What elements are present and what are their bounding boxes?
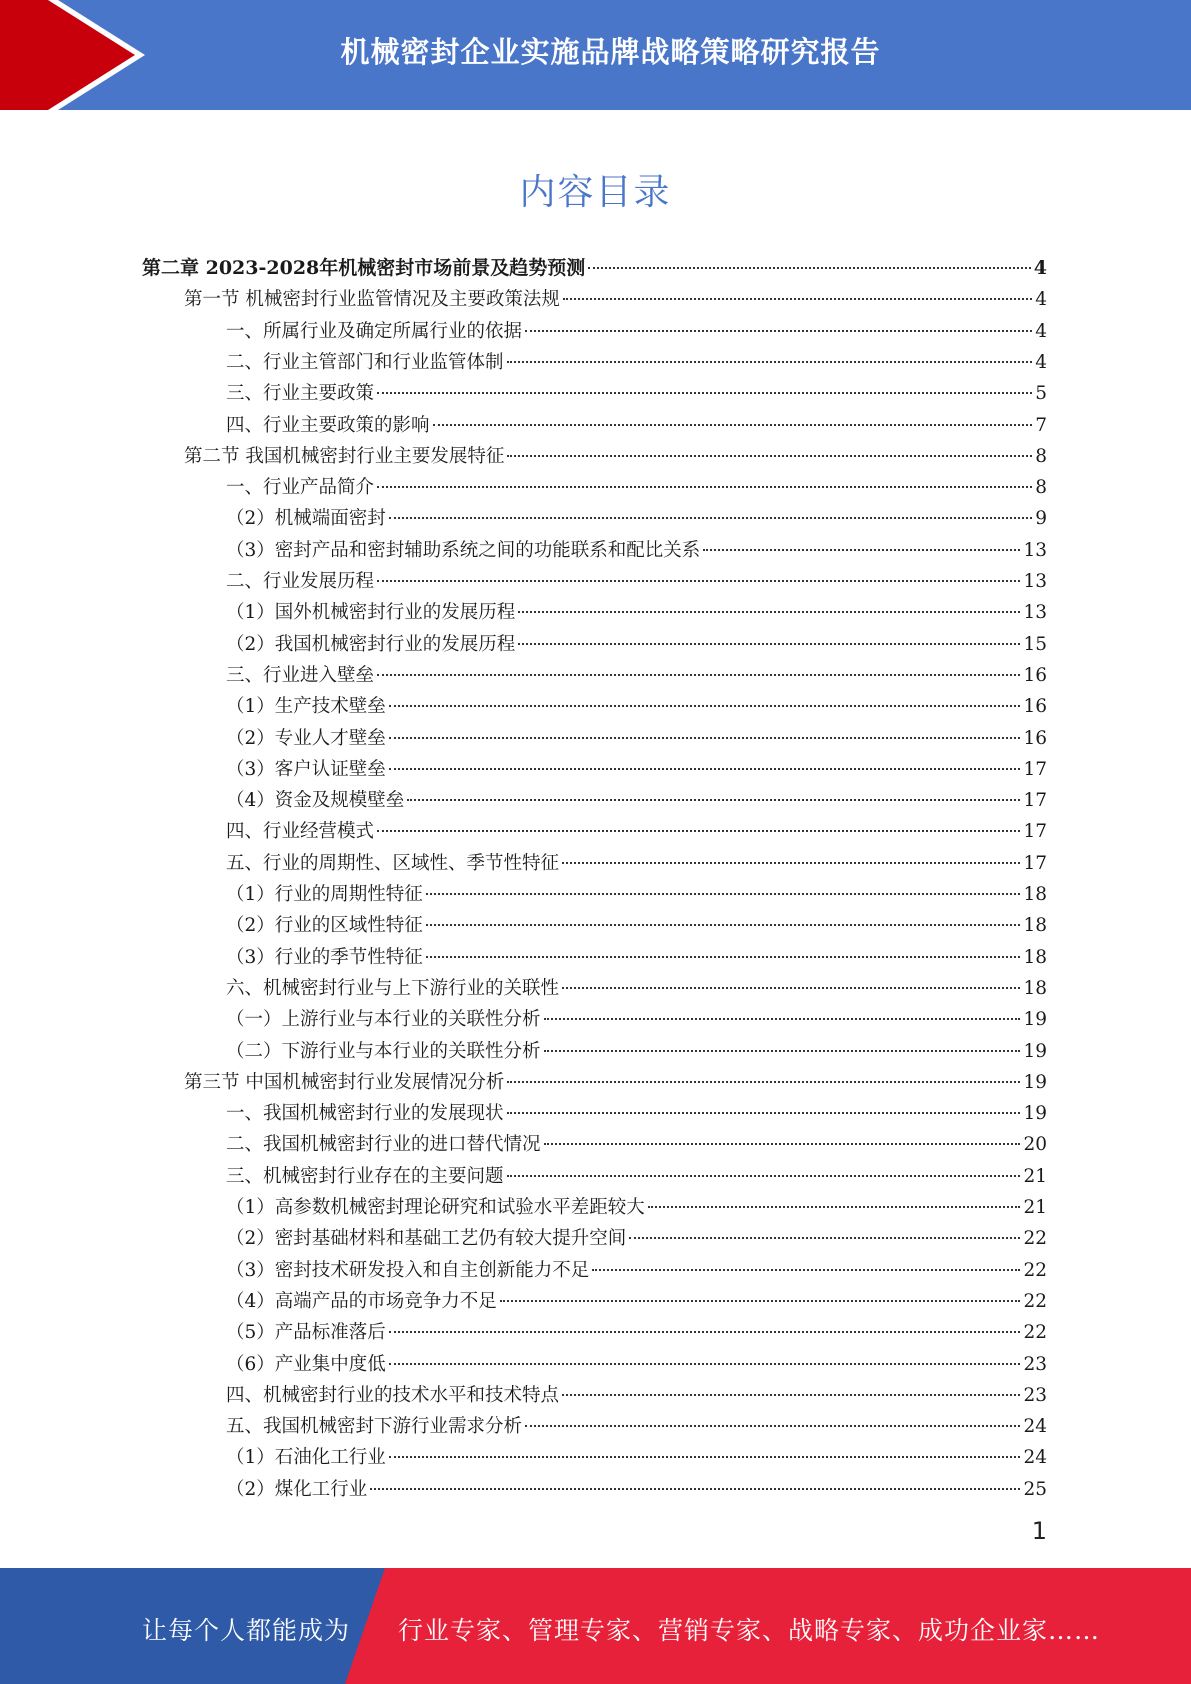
toc-entry-page: 19 bbox=[1023, 1071, 1047, 1093]
toc-leader-dots bbox=[389, 517, 1032, 519]
toc-entry-page: 9 bbox=[1035, 508, 1047, 530]
toc-entry-label: （1）生产技术壁垒 bbox=[226, 696, 386, 718]
toc-entry-label: （4）高端产品的市场竞争力不足 bbox=[226, 1290, 497, 1312]
toc-entry[interactable] bbox=[226, 1349, 1047, 1380]
toc-entry-label: （5）产品标准落后 bbox=[226, 1322, 386, 1344]
toc-entry[interactable] bbox=[226, 1192, 1047, 1223]
toc-entry-label: 四、行业主要政策的影响 bbox=[226, 414, 430, 436]
toc-entry-page: 4 bbox=[1035, 289, 1047, 311]
toc-entry-page: 22 bbox=[1023, 1259, 1047, 1281]
toc-entry-page: 22 bbox=[1023, 1228, 1047, 1250]
toc-leader-dots bbox=[433, 424, 1033, 426]
toc-entry-label: 五、行业的周期性、区域性、季节性特征 bbox=[226, 852, 560, 874]
toc-leader-dots bbox=[389, 1331, 1021, 1333]
toc-heading: 内容目录 bbox=[519, 172, 672, 213]
toc-entry-label: 一、我国机械密封行业的发展现状 bbox=[226, 1103, 504, 1125]
toc-entry-label: （1）行业的周期性特征 bbox=[226, 884, 423, 905]
toc-entry-label: （2）机械端面密封 bbox=[226, 508, 386, 530]
toc-entry-page: 18 bbox=[1023, 915, 1047, 937]
toc-entry[interactable] bbox=[226, 754, 1047, 785]
toc-entry-page: 20 bbox=[1023, 1134, 1047, 1156]
toc-entry[interactable] bbox=[226, 1036, 1047, 1067]
toc-entry-page: 17 bbox=[1023, 821, 1047, 843]
toc-entry-label: （3）密封技术研发投入和自主创新能力不足 bbox=[226, 1259, 590, 1281]
toc-leader-dots bbox=[426, 924, 1021, 926]
toc-leader-dots bbox=[507, 1081, 1020, 1083]
toc-entry[interactable] bbox=[226, 410, 1047, 441]
toc-entry-page: 18 bbox=[1023, 946, 1047, 968]
toc-entry[interactable] bbox=[226, 1255, 1047, 1286]
toc-entry-page: 4 bbox=[1035, 320, 1047, 342]
toc-entry[interactable] bbox=[226, 1317, 1047, 1348]
toc-entry-label: 一、所属行业及确定所属行业的依据 bbox=[226, 320, 523, 342]
toc-leader-dots bbox=[426, 893, 1021, 895]
toc-entry-page: 22 bbox=[1023, 1322, 1047, 1344]
toc-entry[interactable] bbox=[226, 816, 1047, 847]
toc-entry-label: 二、行业主管部门和行业监管体制 bbox=[226, 351, 504, 373]
toc-leader-dots bbox=[389, 1456, 1021, 1458]
toc-entry[interactable] bbox=[226, 597, 1047, 628]
toc-entry[interactable] bbox=[226, 848, 1047, 879]
toc-leader-dots bbox=[544, 1018, 1021, 1020]
toc-entry-label: 三、行业进入壁垒 bbox=[226, 664, 375, 686]
toc-entry[interactable] bbox=[226, 503, 1047, 534]
toc-entry-label: （2）密封基础材料和基础工艺仍有较大提升空间 bbox=[226, 1228, 627, 1250]
toc-entry[interactable] bbox=[226, 1380, 1047, 1411]
toc-entry-label: 五、我国机械密封下游行业需求分析 bbox=[226, 1416, 523, 1438]
toc-entry-page: 7 bbox=[1035, 414, 1047, 436]
toc-entry-page: 5 bbox=[1035, 383, 1047, 405]
toc-leader-dots bbox=[500, 1300, 1021, 1302]
footer-slogan-right: 行业专家、管理专家、营销专家、战略专家、成功企业家…… bbox=[398, 1616, 1101, 1645]
toc-entry-page: 4 bbox=[1035, 351, 1047, 373]
toc-entry-label: 四、机械密封行业的技术水平和技术特点 bbox=[226, 1384, 560, 1406]
toc-entry-page: 23 bbox=[1023, 1353, 1047, 1375]
toc-entry[interactable] bbox=[226, 1129, 1047, 1160]
toc-entry-label: 三、行业主要政策 bbox=[226, 383, 375, 405]
toc-entry-label: （1）高参数机械密封理论研究和试验水平差距较大 bbox=[226, 1197, 645, 1218]
toc-entry-page: 8 bbox=[1035, 445, 1047, 467]
toc-leader-dots bbox=[377, 486, 1032, 488]
toc-entry-label: 二、行业发展历程 bbox=[226, 571, 375, 592]
toc-entry[interactable] bbox=[226, 316, 1047, 347]
toc-leader-dots bbox=[588, 267, 1031, 269]
toc-leader-dots bbox=[370, 1488, 1020, 1490]
toc-entry-label: （1）石油化工行业 bbox=[226, 1447, 386, 1469]
toc-leader-dots bbox=[592, 1269, 1020, 1271]
toc-entry[interactable] bbox=[226, 942, 1047, 973]
toc-entry-page: 24 bbox=[1023, 1447, 1047, 1469]
toc-leader-dots bbox=[507, 361, 1033, 363]
toc-entry-page: 17 bbox=[1023, 758, 1047, 780]
toc-leader-dots bbox=[648, 1206, 1021, 1208]
toc-leader-dots bbox=[507, 1175, 1021, 1177]
toc-entry-label: （2）行业的区域性特征 bbox=[226, 915, 423, 937]
toc-entry-page: 13 bbox=[1023, 602, 1047, 624]
toc-entry-label: 二、我国机械密封行业的进口替代情况 bbox=[226, 1134, 541, 1156]
toc-entry-page: 8 bbox=[1035, 477, 1047, 499]
toc-entry[interactable] bbox=[226, 1098, 1047, 1129]
toc-leader-dots bbox=[377, 830, 1020, 832]
toc-entry-label: （2）我国机械密封行业的发展历程 bbox=[226, 633, 516, 655]
toc-entry-page: 21 bbox=[1023, 1197, 1047, 1218]
toc-entry-label: 第三节 中国机械密封行业发展情况分析 bbox=[184, 1071, 505, 1093]
toc-entry-page: 15 bbox=[1023, 633, 1047, 655]
toc-leader-dots bbox=[518, 611, 1020, 613]
toc-entry-label: （一）上游行业与本行业的关联性分析 bbox=[226, 1009, 541, 1031]
toc-leader-dots bbox=[525, 330, 1032, 332]
toc-leader-dots bbox=[629, 1237, 1020, 1239]
toc-entry[interactable] bbox=[184, 1067, 1047, 1098]
toc-leader-dots bbox=[407, 799, 1020, 801]
footer-banner bbox=[0, 1568, 1191, 1684]
toc-entry[interactable] bbox=[226, 1004, 1047, 1035]
toc-entry-label: 六、机械密封行业与上下游行业的关联性 bbox=[226, 977, 560, 999]
toc-entry-page: 16 bbox=[1023, 664, 1047, 686]
toc-leader-dots bbox=[562, 987, 1020, 989]
toc-entry-page: 17 bbox=[1023, 852, 1047, 874]
toc-entry-label: 第一节 机械密封行业监管情况及主要政策法规 bbox=[184, 289, 560, 311]
toc-entry-page: 13 bbox=[1023, 539, 1047, 561]
toc-leader-dots bbox=[377, 674, 1020, 676]
toc-entry-label: （2）煤化工行业 bbox=[226, 1478, 368, 1500]
toc-leader-dots bbox=[562, 862, 1020, 864]
toc-leader-dots bbox=[544, 1143, 1021, 1145]
toc-entry[interactable] bbox=[226, 1474, 1047, 1505]
toc-leader-dots bbox=[525, 1425, 1020, 1427]
toc-entry[interactable] bbox=[226, 347, 1047, 378]
toc-entry-page: 4 bbox=[1033, 257, 1047, 279]
toc-entry-label: 一、行业产品简介 bbox=[226, 477, 375, 499]
toc-entry-page: 25 bbox=[1023, 1478, 1047, 1500]
footer-slogan-left: 让每个人都能成为 bbox=[142, 1616, 351, 1645]
toc-entry-label: 三、机械密封行业存在的主要问题 bbox=[226, 1165, 504, 1187]
toc-entry-label: （1）国外机械密封行业的发展历程 bbox=[226, 602, 516, 624]
toc-leader-dots bbox=[518, 643, 1020, 645]
toc-entry-page: 23 bbox=[1023, 1384, 1047, 1406]
toc-entry[interactable] bbox=[226, 910, 1047, 941]
toc-entry-label: （4）资金及规模壁垒 bbox=[226, 790, 405, 812]
toc-entry[interactable] bbox=[226, 472, 1047, 503]
toc-entry-label: （6）产业集中度低 bbox=[226, 1353, 386, 1375]
toc-entry[interactable] bbox=[184, 441, 1047, 472]
toc-leader-dots bbox=[389, 768, 1021, 770]
toc-leader-dots bbox=[703, 549, 1020, 551]
toc-leader-dots bbox=[507, 1112, 1021, 1114]
toc-entry[interactable] bbox=[226, 535, 1047, 566]
toc-entry-page: 19 bbox=[1023, 1103, 1047, 1125]
report-title: 机械密封企业实施品牌战略策略研究报告 bbox=[340, 35, 881, 69]
toc-leader-dots bbox=[377, 580, 1020, 582]
toc-entry-label: （2）专业人才壁垒 bbox=[226, 727, 386, 749]
toc-entry-page: 24 bbox=[1023, 1416, 1047, 1438]
toc-entry[interactable] bbox=[226, 785, 1047, 816]
toc-leader-dots bbox=[389, 1363, 1021, 1365]
toc-entry-page: 19 bbox=[1023, 1040, 1047, 1062]
toc-entry-label: （3）行业的季节性特征 bbox=[226, 946, 423, 968]
toc-entry-page: 16 bbox=[1023, 696, 1047, 718]
toc-entry[interactable] bbox=[226, 879, 1047, 910]
toc-entry-page: 19 bbox=[1023, 1009, 1047, 1031]
toc-entry[interactable] bbox=[226, 691, 1047, 722]
toc-entry[interactable] bbox=[226, 660, 1047, 691]
toc-entry-page: 13 bbox=[1023, 571, 1047, 592]
toc-entry[interactable] bbox=[226, 378, 1047, 409]
toc-entry-page: 22 bbox=[1023, 1290, 1047, 1312]
toc-entry-page: 18 bbox=[1023, 884, 1047, 905]
page-number: 1 bbox=[1031, 1517, 1047, 1545]
toc-entry[interactable] bbox=[226, 1286, 1047, 1317]
toc-entry[interactable] bbox=[226, 629, 1047, 660]
header-banner bbox=[0, 0, 1191, 110]
toc-leader-dots bbox=[562, 1394, 1020, 1396]
toc-entry-page: 17 bbox=[1023, 790, 1047, 812]
toc-entry-label: （3）客户认证壁垒 bbox=[226, 758, 386, 780]
toc-leader-dots bbox=[544, 1050, 1021, 1052]
toc-leader-dots bbox=[377, 392, 1032, 394]
toc-leader-dots bbox=[389, 737, 1021, 739]
toc-entry[interactable] bbox=[142, 253, 1047, 284]
toc-entry[interactable] bbox=[226, 1442, 1047, 1473]
toc-entry[interactable] bbox=[226, 1161, 1047, 1192]
toc-entry[interactable] bbox=[184, 284, 1047, 315]
toc-leader-dots bbox=[426, 956, 1021, 958]
toc-leader-dots bbox=[563, 298, 1032, 300]
toc-entry-label: 四、行业经营模式 bbox=[226, 821, 375, 843]
toc-entry-label: 第二节 我国机械密封行业主要发展特征 bbox=[184, 445, 505, 467]
toc-entry-page: 18 bbox=[1023, 977, 1047, 999]
toc-entry-page: 21 bbox=[1023, 1165, 1047, 1187]
toc-leader-dots bbox=[389, 705, 1021, 707]
toc-entry-label: （二）下游行业与本行业的关联性分析 bbox=[226, 1040, 541, 1062]
toc-entry-label: 第二章 2023-2028年机械密封市场前景及趋势预测 bbox=[142, 257, 586, 279]
toc-entry[interactable] bbox=[226, 723, 1047, 754]
toc-entry-page: 16 bbox=[1023, 727, 1047, 749]
toc-leader-dots bbox=[507, 455, 1032, 457]
toc-entry[interactable] bbox=[226, 1411, 1047, 1442]
toc-entry-label: （3）密封产品和密封辅助系统之间的功能联系和配比关系 bbox=[226, 539, 701, 561]
toc-entry[interactable] bbox=[226, 973, 1047, 1004]
toc-entry[interactable] bbox=[226, 1223, 1047, 1254]
toc-entry[interactable] bbox=[226, 566, 1047, 597]
